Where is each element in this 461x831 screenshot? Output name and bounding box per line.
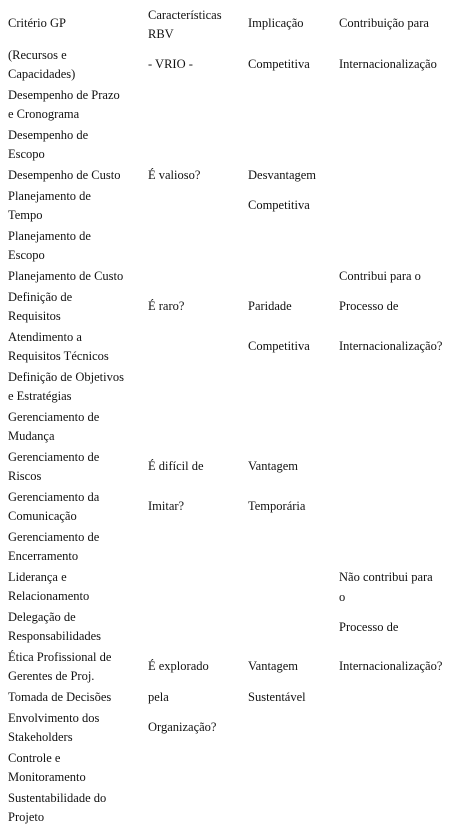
criterion-line: e Estratégias: [8, 389, 72, 403]
vrio-valioso: É valioso?: [148, 168, 201, 182]
implicacao-paridade-line2: Competitiva: [248, 339, 310, 353]
subheader-recursos-line2: Capacidades): [8, 67, 76, 81]
contribui-line2: Processo de: [339, 299, 399, 313]
criterion-line: Monitoramento: [8, 770, 86, 784]
nao-contribui-line1: Não contribui para: [339, 570, 433, 584]
nao-contribui-line2: o: [339, 590, 346, 604]
implicacao-paridade-line1: Paridade: [248, 299, 292, 313]
header-implicacao: Implicação: [248, 16, 304, 30]
criterion-line: Gerentes de Proj.: [8, 669, 95, 683]
implicacao-sustentavel-line2: Sustentável: [248, 690, 306, 704]
nao-contribui-line3: Processo de: [339, 620, 399, 634]
criterion-line: Projeto: [8, 810, 45, 824]
criterion-line: Gerenciamento da: [8, 490, 100, 504]
criterion-line: Controle e: [8, 751, 61, 765]
vrio-explorado-line2: pela: [148, 690, 169, 704]
criterion-line: Ética Profissional de: [8, 650, 112, 664]
criterion-line: Stakeholders: [8, 730, 73, 744]
criterion-line: Requisitos Técnicos: [8, 349, 109, 363]
criterion-line: Escopo: [8, 147, 45, 161]
criterion-line: Gerenciamento de: [8, 450, 100, 464]
criterion-line: Delegação de: [8, 610, 76, 624]
criterion-line: Gerenciamento de: [8, 530, 100, 544]
subheader-internacionalizacao: Internacionalização: [339, 57, 437, 71]
contribui-line3: Internacionalização?: [339, 339, 443, 353]
subheader-vrio: - VRIO -: [148, 57, 193, 71]
criterion-line: Desempenho de: [8, 128, 89, 142]
nao-contribui-line4: Internacionalização?: [339, 659, 443, 673]
criterion-line: Definição de Objetivos: [8, 370, 124, 384]
implicacao-sustentavel-line1: Vantagem: [248, 659, 298, 673]
header-criterio-gp: Critério GP: [8, 16, 66, 30]
header-caracteristicas-line2: RBV: [148, 27, 174, 41]
criterion-line: Tempo: [8, 208, 43, 222]
implicacao-temporaria-line2: Temporária: [248, 499, 306, 513]
criterion-line: Encerramento: [8, 549, 79, 563]
criterion-line: Planejamento de Custo: [8, 269, 124, 283]
criterion-line: Desempenho de Prazo: [8, 88, 120, 102]
implicacao-temporaria-line1: Vantagem: [248, 459, 298, 473]
criterion-line: Liderança e: [8, 570, 67, 584]
subheader-competitiva: Competitiva: [248, 57, 310, 71]
subheader-recursos-line1: (Recursos e: [8, 48, 67, 62]
vrio-explorado-line1: É explorado: [148, 659, 209, 673]
vrio-dificil-line1: É difícil de: [148, 459, 204, 473]
criterion-line: Tomada de Decisões: [8, 690, 112, 704]
header-caracteristicas-line1: Características: [148, 8, 222, 22]
criterion-line: Definição de: [8, 290, 73, 304]
criterion-line: Requisitos: [8, 309, 61, 323]
implicacao-desvantagem-line2: Competitiva: [248, 198, 310, 212]
criterion-line: Relacionamento: [8, 589, 90, 603]
criterion-line: Envolvimento dos: [8, 711, 100, 725]
criterion-line: Comunicação: [8, 509, 77, 523]
vrio-raro: É raro?: [148, 299, 185, 313]
criterion-line: Desempenho de Custo: [8, 168, 121, 182]
criterion-line: Planejamento de: [8, 189, 91, 203]
contribui-line1: Contribui para o: [339, 269, 421, 283]
vrio-explorado-line3: Organização?: [148, 720, 217, 734]
criterion-line: e Cronograma: [8, 107, 80, 121]
criterion-line: Sustentabilidade do: [8, 791, 107, 805]
criterion-line: Riscos: [8, 469, 42, 483]
criterion-line: Escopo: [8, 248, 45, 262]
implicacao-desvantagem-line1: Desvantagem: [248, 168, 317, 182]
vrio-dificil-line2: Imitar?: [148, 499, 185, 513]
criterion-line: Planejamento de: [8, 229, 91, 243]
criterion-line: Mudança: [8, 429, 55, 443]
header-contribuicao: Contribuição para: [339, 16, 429, 30]
criterion-line: Responsabilidades: [8, 629, 102, 643]
criterion-line: Gerenciamento de: [8, 410, 100, 424]
criterion-line: Atendimento a: [8, 330, 82, 344]
